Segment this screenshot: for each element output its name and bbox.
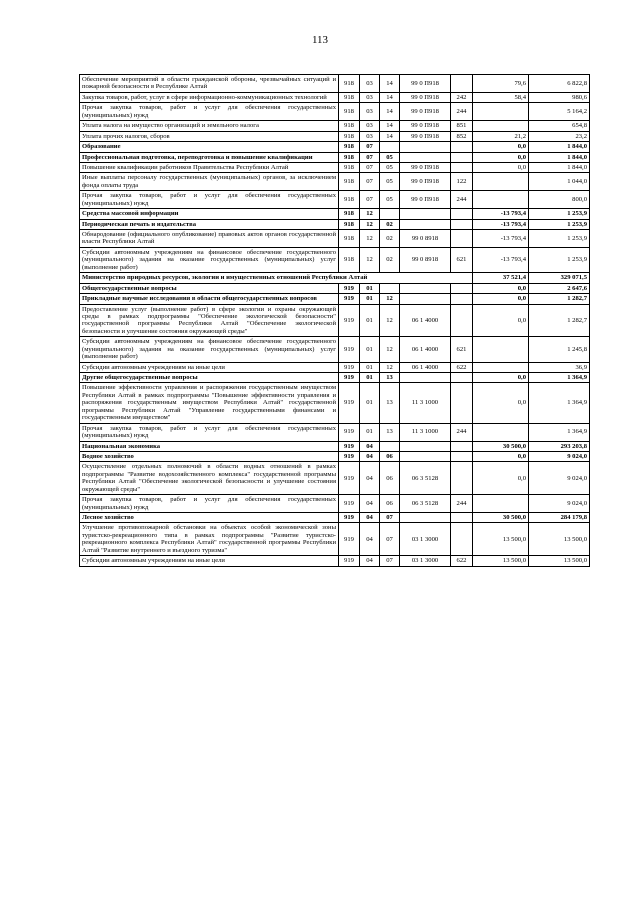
target-article-cell [400,451,451,461]
item-name-cell: Министерство природных ресурсов, экологии и имущественных отношений Республики Алтай [80,273,473,283]
department-code-cell: 918 [339,209,360,219]
target-article-cell: 99 0 П918 [400,103,451,121]
amount-total-cell: 1 364,9 [529,423,590,441]
department-code-cell: 919 [339,451,360,461]
section-code-cell: 03 [360,131,380,141]
expense-type-cell [451,283,473,293]
expense-type-cell [451,219,473,229]
amount-total-cell: 293 203,8 [529,441,590,451]
section-code-cell: 07 [360,162,380,172]
subsection-code-cell: 02 [380,247,400,272]
amount-change-cell [473,423,529,441]
table-row [80,362,590,372]
item-name-cell: Лесное хозяйство [80,513,339,523]
amount-total-cell: 800,0 [529,191,590,209]
subsection-code-cell: 12 [380,362,400,372]
amount-change-cell: 0,0 [473,142,529,152]
expense-type-cell: 244 [451,495,473,513]
expense-type-cell: 621 [451,247,473,272]
expense-type-cell [451,462,473,495]
table-row [80,383,590,423]
department-code-cell: 919 [339,462,360,495]
department-code-cell: 918 [339,219,360,229]
section-code-cell: 12 [360,247,380,272]
item-name-cell: Уплата налога на имущество организаций и земельного налога [80,121,339,131]
section-code-cell: 04 [360,451,380,461]
expense-type-cell [451,373,473,383]
amount-change-cell: 58,4 [473,92,529,102]
department-code-cell: 918 [339,247,360,272]
amount-change-cell: 0,0 [473,152,529,162]
section-code-cell: 01 [360,383,380,423]
subsection-code-cell: 12 [380,294,400,304]
expense-type-cell: 244 [451,103,473,121]
expense-type-cell [451,230,473,248]
amount-change-cell [473,121,529,131]
department-code-cell: 919 [339,294,360,304]
expense-type-cell [451,142,473,152]
section-code-cell: 01 [360,304,380,337]
expense-type-cell [451,152,473,162]
subsection-code-cell [380,209,400,219]
department-code-cell: 918 [339,191,360,209]
expense-type-cell: 621 [451,337,473,362]
amount-change-cell: 0,0 [473,283,529,293]
expense-type-cell [451,441,473,451]
target-article-cell: 99 0 П918 [400,191,451,209]
amount-total-cell: 329 071,5 [529,273,590,283]
department-code-cell: 919 [339,441,360,451]
expense-type-cell [451,451,473,461]
section-code-cell: 01 [360,423,380,441]
amount-total-cell: 284 179,8 [529,513,590,523]
target-article-cell: 06 3 5128 [400,495,451,513]
table-row [80,373,590,383]
expense-type-cell: 622 [451,556,473,566]
item-name-cell: Повышение эффективности управления и распоряжения государственным имуществом Республики Алтай в рамках подпрограммы "Повышение эффективности управления и распоряжения государственным имуществом Республики Алтай" государственной программы Республики Алтай "Управление государственными финансами и государственным имуществом" [80,383,339,423]
amount-total-cell: 6 822,8 [529,75,590,93]
target-article-cell [400,373,451,383]
target-article-cell: 99 0 8918 [400,247,451,272]
table-row [80,451,590,461]
ministry-header-row [80,273,590,283]
subsection-code-cell: 14 [380,131,400,141]
table-row [80,556,590,566]
amount-change-cell: 0,0 [473,294,529,304]
department-code-cell: 919 [339,362,360,372]
amount-total-cell: 36,9 [529,362,590,372]
department-code-cell: 918 [339,152,360,162]
subsection-code-cell [380,441,400,451]
subsection-code-cell: 07 [380,556,400,566]
amount-change-cell: 13 500,0 [473,556,529,566]
table-row [80,230,590,248]
amount-change-cell: -13 793,4 [473,247,529,272]
section-code-cell: 04 [360,523,380,556]
amount-total-cell: 9 024,0 [529,451,590,461]
amount-change-cell: 0,0 [473,451,529,461]
section-code-cell: 12 [360,209,380,219]
expense-type-cell: 852 [451,131,473,141]
department-code-cell: 918 [339,92,360,102]
expense-type-cell [451,162,473,172]
item-name-cell: Иные выплаты персоналу государственных (муниципальных) органов, за исключением фонда оплаты труда [80,173,339,191]
amount-total-cell: 13 500,0 [529,523,590,556]
item-name-cell: Прикладные научные исследования в области общегосударственных вопросов [80,294,339,304]
subsection-code-cell [380,283,400,293]
department-code-cell: 919 [339,423,360,441]
subsection-code-cell: 05 [380,162,400,172]
expense-type-cell [451,75,473,93]
department-code-cell: 919 [339,513,360,523]
section-code-cell: 07 [360,142,380,152]
subsection-code-cell: 14 [380,121,400,131]
item-name-cell: Общегосударственные вопросы [80,283,339,293]
department-code-cell: 918 [339,131,360,141]
target-article-cell [400,219,451,229]
target-article-cell: 11 3 1000 [400,423,451,441]
item-name-cell: Субсидии автономным учреждениям на иные цели [80,362,339,372]
department-code-cell: 919 [339,556,360,566]
section-code-cell: 01 [360,283,380,293]
amount-total-cell: 1 253,9 [529,209,590,219]
table-row [80,121,590,131]
item-name-cell: Профессиональная подготовка, переподготовка и повышение квалификации [80,152,339,162]
subsection-code-cell: 07 [380,513,400,523]
department-code-cell: 918 [339,230,360,248]
item-name-cell: Субсидии автономным учреждениям на иные цели [80,556,339,566]
target-article-cell [400,209,451,219]
expense-type-cell [451,294,473,304]
table-row [80,92,590,102]
subsection-code-cell: 05 [380,152,400,162]
subsection-code-cell: 05 [380,191,400,209]
subsection-code-cell: 12 [380,304,400,337]
item-name-cell: Периодическая печать и издательства [80,219,339,229]
subsection-code-cell: 13 [380,423,400,441]
section-code-cell: 04 [360,513,380,523]
section-code-cell: 12 [360,230,380,248]
expense-type-cell [451,304,473,337]
item-name-cell: Закупка товаров, работ, услуг в сфере информационно-коммуникационных технологий [80,92,339,102]
budget-table-body [80,75,590,567]
section-code-cell: 03 [360,92,380,102]
expense-type-cell [451,513,473,523]
table-row [80,209,590,219]
section-code-cell: 12 [360,219,380,229]
table-row [80,337,590,362]
amount-total-cell: 9 024,0 [529,495,590,513]
target-article-cell: 06 1 4000 [400,362,451,372]
table-row [80,131,590,141]
amount-change-cell: 0,0 [473,373,529,383]
table-row [80,441,590,451]
subsection-code-cell [380,142,400,152]
subsection-code-cell: 02 [380,230,400,248]
amount-change-cell: 37 521,4 [473,273,529,283]
amount-total-cell: 1 253,9 [529,219,590,229]
target-article-cell [400,142,451,152]
item-name-cell: Прочая закупка товаров, работ и услуг для обеспечения государственных (муниципальных) нужд [80,103,339,121]
expense-type-cell: 242 [451,92,473,102]
amount-change-cell: 0,0 [473,304,529,337]
amount-change-cell: 0,0 [473,462,529,495]
table-row [80,283,590,293]
amount-change-cell: -13 793,4 [473,230,529,248]
expense-type-cell [451,209,473,219]
amount-total-cell: 1 044,0 [529,173,590,191]
amount-total-cell: 1 253,9 [529,247,590,272]
item-name-cell: Прочая закупка товаров, работ и услуг для обеспечения государственных (муниципальных) нужд [80,423,339,441]
item-name-cell: Национальная экономика [80,441,339,451]
section-code-cell: 07 [360,191,380,209]
department-code-cell: 919 [339,383,360,423]
expense-type-cell: 244 [451,191,473,209]
table-row [80,247,590,272]
amount-total-cell: 1 245,8 [529,337,590,362]
section-code-cell: 01 [360,362,380,372]
table-row [80,152,590,162]
amount-total-cell: 1 364,9 [529,373,590,383]
table-row [80,523,590,556]
expense-type-cell: 244 [451,423,473,441]
section-code-cell: 04 [360,495,380,513]
department-code-cell: 919 [339,373,360,383]
amount-total-cell: 654,8 [529,121,590,131]
amount-change-cell: 0,0 [473,162,529,172]
amount-total-cell: 1 844,0 [529,152,590,162]
target-article-cell: 99 0 П918 [400,121,451,131]
department-code-cell: 919 [339,304,360,337]
subsection-code-cell: 02 [380,219,400,229]
expense-type-cell [451,523,473,556]
subsection-code-cell: 13 [380,373,400,383]
section-code-cell: 03 [360,103,380,121]
section-code-cell: 03 [360,75,380,93]
target-article-cell [400,152,451,162]
subsection-code-cell: 07 [380,523,400,556]
item-name-cell: Субсидии автономным учреждениям на финансовое обеспечение государственного (муниципального) задания на оказание государственных (муниципальных) услуг (выполнение работ) [80,337,339,362]
department-code-cell: 918 [339,103,360,121]
department-code-cell: 919 [339,495,360,513]
amount-change-cell [473,362,529,372]
section-code-cell: 07 [360,152,380,162]
amount-total-cell: 23,2 [529,131,590,141]
table-row [80,75,590,93]
item-name-cell: Субсидии автономным учреждениям на финансовое обеспечение государственного (муниципального) задания на оказание государственных (муниципальных) услуг (выполнение работ) [80,247,339,272]
table-row [80,304,590,337]
subsection-code-cell: 06 [380,495,400,513]
amount-total-cell: 980,6 [529,92,590,102]
table-row [80,219,590,229]
amount-change-cell: 30 500,0 [473,441,529,451]
target-article-cell: 11 3 1000 [400,383,451,423]
table-row [80,173,590,191]
department-code-cell: 918 [339,75,360,93]
item-name-cell: Водное хозяйство [80,451,339,461]
table-row [80,103,590,121]
amount-total-cell: 5 164,2 [529,103,590,121]
target-article-cell: 99 0 8918 [400,230,451,248]
subsection-code-cell: 13 [380,383,400,423]
subsection-code-cell: 14 [380,92,400,102]
amount-total-cell: 1 282,7 [529,304,590,337]
item-name-cell: Прочая закупка товаров, работ и услуг для обеспечения государственных (муниципальных) нужд [80,191,339,209]
target-article-cell: 99 0 П918 [400,162,451,172]
amount-total-cell: 1 253,9 [529,230,590,248]
item-name-cell: Прочая закупка товаров, работ и услуг для обеспечения государственных (муниципальных) нужд [80,495,339,513]
subsection-code-cell: 14 [380,75,400,93]
target-article-cell: 99 0 П918 [400,131,451,141]
table-row [80,513,590,523]
page-number: 113 [311,34,329,46]
target-article-cell: 06 3 5128 [400,462,451,495]
table-row [80,495,590,513]
expense-type-cell [451,383,473,423]
expense-type-cell: 122 [451,173,473,191]
section-code-cell: 01 [360,337,380,362]
table-row [80,162,590,172]
item-name-cell: Улучшение противопожарной обстановки на объектах особой экономической зоны туристско-рекреационного типа в рамках подпрограммы "Развитие туристско-рекреационного комплекса Республики Алтай" государственной программы Республики Алтай "Развитие внутреннего и въездного туризма" [80,523,339,556]
amount-total-cell: 1 364,9 [529,383,590,423]
target-article-cell: 03 1 3000 [400,556,451,566]
target-article-cell: 03 1 3000 [400,523,451,556]
department-code-cell: 918 [339,162,360,172]
amount-change-cell [473,495,529,513]
section-code-cell: 01 [360,294,380,304]
department-code-cell: 918 [339,121,360,131]
amount-total-cell: 1 844,0 [529,142,590,152]
section-code-cell: 04 [360,441,380,451]
expense-type-cell: 851 [451,121,473,131]
target-article-cell: 06 1 4000 [400,304,451,337]
item-name-cell: Осуществление отдельных полномочий в области водных отношений в рамках подпрограммы "Развитие водохозяйственного комплекса" государственной программы Республики Алтай "Обеспечение экологической безопасности и улучшение состояния окружающей среды" [80,462,339,495]
expense-type-cell: 622 [451,362,473,372]
amount-change-cell [473,103,529,121]
department-code-cell: 918 [339,173,360,191]
target-article-cell [400,294,451,304]
item-name-cell: Уплата прочих налогов, сборов [80,131,339,141]
amount-total-cell: 2 647,6 [529,283,590,293]
section-code-cell: 03 [360,121,380,131]
subsection-code-cell: 05 [380,173,400,191]
department-code-cell: 919 [339,337,360,362]
item-name-cell: Обеспечение мероприятий в области гражданской обороны, чрезвычайных ситуаций и пожарной безопасности в Республике Алтай [80,75,339,93]
subsection-code-cell: 06 [380,451,400,461]
item-name-cell: Предоставление услуг (выполнение работ) в сфере экологии и охраны окружающей среды в рамках подпрограммы "Обеспечение экологической безопасности" государственной программы Республики Алтай "Обеспечение экологической безопасности и улучшение состояния окружающей среды" [80,304,339,337]
target-article-cell [400,513,451,523]
target-article-cell [400,283,451,293]
target-article-cell: 99 0 П918 [400,92,451,102]
department-code-cell: 918 [339,142,360,152]
department-code-cell: 919 [339,283,360,293]
table-row [80,191,590,209]
target-article-cell: 06 1 4000 [400,337,451,362]
item-name-cell: Другие общегосударственные вопросы [80,373,339,383]
section-code-cell: 04 [360,556,380,566]
table-row [80,462,590,495]
section-code-cell: 07 [360,173,380,191]
amount-change-cell: -13 793,4 [473,209,529,219]
amount-total-cell: 1 844,0 [529,162,590,172]
budget-table [79,74,590,567]
amount-change-cell [473,191,529,209]
amount-change-cell: -13 793,4 [473,219,529,229]
amount-change-cell [473,337,529,362]
amount-change-cell [473,173,529,191]
item-name-cell: Образование [80,142,339,152]
subsection-code-cell: 14 [380,103,400,121]
subsection-code-cell: 12 [380,337,400,362]
section-code-cell: 01 [360,373,380,383]
amount-change-cell: 0,0 [473,383,529,423]
item-name-cell: Обнародование (официального опубликование) правовых актов органов государственной власти Республики Алтай [80,230,339,248]
amount-change-cell: 13 500,0 [473,523,529,556]
item-name-cell: Повышение квалификации работников Правительства Республики Алтай [80,162,339,172]
target-article-cell: 99 0 П918 [400,75,451,93]
table-row [80,294,590,304]
amount-total-cell: 13 500,0 [529,556,590,566]
item-name-cell: Средства массовой информации [80,209,339,219]
subsection-code-cell: 06 [380,462,400,495]
table-row [80,423,590,441]
section-code-cell: 04 [360,462,380,495]
amount-change-cell: 79,6 [473,75,529,93]
table-row [80,142,590,152]
amount-total-cell: 9 024,0 [529,462,590,495]
target-article-cell [400,441,451,451]
amount-change-cell: 21,2 [473,131,529,141]
department-code-cell: 919 [339,523,360,556]
target-article-cell: 99 0 П918 [400,173,451,191]
amount-total-cell: 1 282,7 [529,294,590,304]
amount-change-cell: 30 500,0 [473,513,529,523]
